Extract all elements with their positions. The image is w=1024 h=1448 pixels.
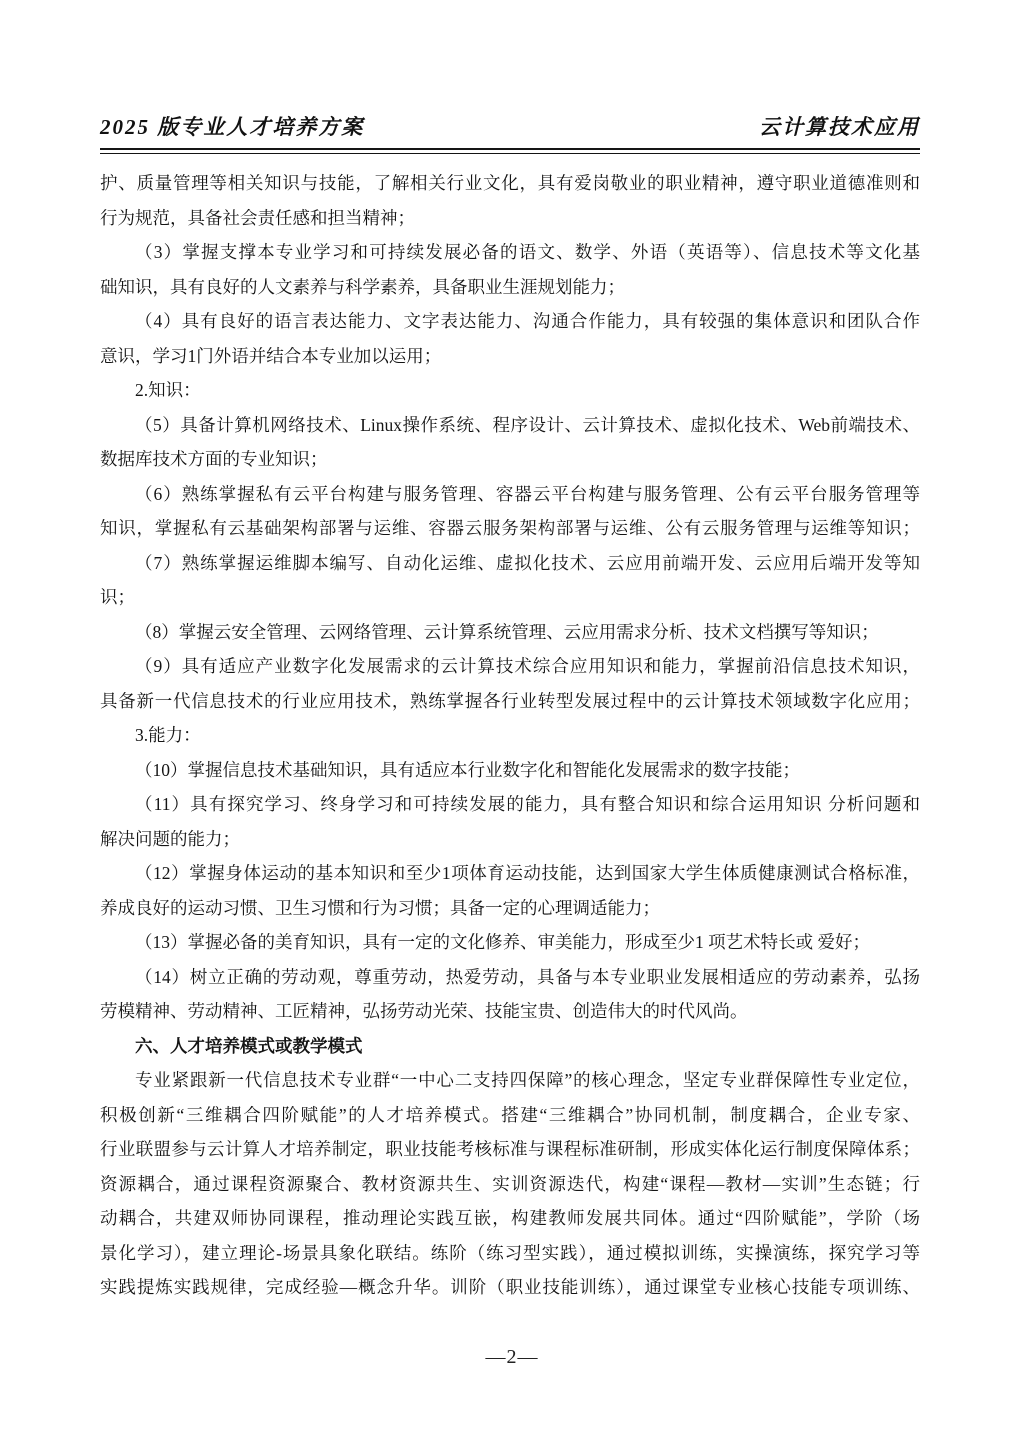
body-subheading: 2.知识： <box>135 380 201 400</box>
body-line: 护、质量管理等相关知识与技能，了解相关行业文化，具有爱岗敬业的职业精神，遵守职业道德准则和 <box>100 173 920 193</box>
body-line: （11）具有探究学习、终身学习和可持续发展的能力，具有整合知识和综合运用知识 分析问题和 <box>135 794 920 814</box>
header-double-rule <box>100 148 920 154</box>
body-line: 知识，掌握私有云基础架构部署与运维、容器云服务架构部署与运维、公有云服务管理与运维等知识； <box>100 518 920 538</box>
page-header <box>100 0 920 154</box>
body-line: 劳模精神、劳动精神、工匠精神，弘扬劳动光荣、技能宝贵、创造伟大的时代风尚。 <box>100 1001 748 1021</box>
body-subheading: 3.能力： <box>135 725 201 745</box>
body-line: （14）树立正确的劳动观，尊重劳动，热爱劳动，具备与本专业职业发展相适应的劳动素养，弘扬 <box>135 966 920 987</box>
document-body <box>100 166 920 1305</box>
body-line: （9）具有适应产业数字化发展需求的云计算技术综合应用知识和能力，掌握前沿信息技术知识， <box>135 656 920 676</box>
body-line: 识； <box>100 587 135 607</box>
body-line: 数据库技术方面的专业知识； <box>100 449 328 469</box>
page-footer <box>0 1342 1024 1372</box>
body-line: 行业联盟参与云计算人才培养制定，职业技能考核标准与课程标准研制，形成实体化运行制度保障体系； <box>100 1139 920 1159</box>
body-line: 意识，学习1门外语并结合本专业加以运用； <box>100 345 442 366</box>
body-line: 实践提炼实践规律，完成经验—概念升华。训阶（职业技能训练），通过课堂专业核心技能专项训练、 <box>100 1277 920 1297</box>
body-line: 景化学习），建立理论-场景具象化联结。练阶（练习型实践），通过模拟训练，实操演练，探究学习等 <box>100 1242 920 1263</box>
body-line: （8）掌握云安全管理、云网络管理、云计算系统管理、云应用需求分析、技术文档撰写等知识； <box>135 621 879 642</box>
page-number: —2— <box>485 1346 539 1368</box>
body-line: 养成良好的运动习惯、卫生习惯和行为习惯；具备一定的心理调适能力； <box>100 897 660 918</box>
body-line: 具备新一代信息技术的行业应用技术，熟练掌握各行业转型发展过程中的云计算技术领域数字化应用； <box>100 690 920 711</box>
body-line: （7）熟练掌握运维脚本编写、自动化运维、虚拟化技术、云应用前端开发、云应用后端开发等知 <box>135 552 920 573</box>
body-line: 积极创新“三维耦合四阶赋能”的人才培养模式。搭建“三维耦合”协同机制，制度耦合，企业专家、 <box>100 1104 920 1125</box>
body-line: （3）掌握支撑本专业学习和可持续发展必备的语文、数学、外语（英语等）、信息技术等文化基 <box>135 242 920 262</box>
header-left-title: 2025 版专业人才培养方案 <box>100 115 365 139</box>
body-line: （4）具有良好的语言表达能力、文字表达能力、沟通合作能力，具有较强的集体意识和团队合作 <box>135 311 920 331</box>
body-line: 资源耦合，通过课程资源聚合、教材资源共生、实训资源迭代，构建“课程—教材—实训”生态链；行 <box>100 1173 920 1194</box>
body-line: （12）掌握身体运动的基本知识和至少1项体育运动技能，达到国家大学生体质健康测试合格标准， <box>135 863 920 883</box>
body-line: （10）掌握信息技术基础知识，具有适应本行业数字化和智能化发展需求的数字技能； <box>135 759 800 780</box>
body-line: 解决问题的能力； <box>100 828 240 849</box>
body-line: 行为规范，具备社会责任感和担当精神； <box>100 207 415 228</box>
body-line: （6）熟练掌握私有云平台构建与服务管理、容器云平台构建与服务管理、公有云平台服务管理等 <box>135 483 920 504</box>
body-line: 动耦合，共建双师协同课程，推动理论实践互嵌，构建教师发展共同体。通过“四阶赋能”，学阶（场 <box>100 1208 920 1228</box>
header-right-title: 云计算技术应用 <box>759 115 920 139</box>
section-heading: 六、人才培养模式或教学模式 <box>135 1035 363 1056</box>
body-line: 础知识，具有良好的人文素养与科学素养，具备职业生涯规划能力； <box>100 276 625 297</box>
body-line: 专业紧跟新一代信息技术专业群“一中心二支持四保障”的核心理念，坚定专业群保障性专业定位， <box>135 1070 920 1090</box>
body-line: （13）掌握必备的美育知识，具有一定的文化修养、审美能力，形成至少1 项艺术特长或 爱好； <box>135 932 870 952</box>
body-line: （5）具备计算机网络技术、Linux操作系统、程序设计、云计算技术、虚拟化技术、Web前端技术、 <box>135 414 920 435</box>
